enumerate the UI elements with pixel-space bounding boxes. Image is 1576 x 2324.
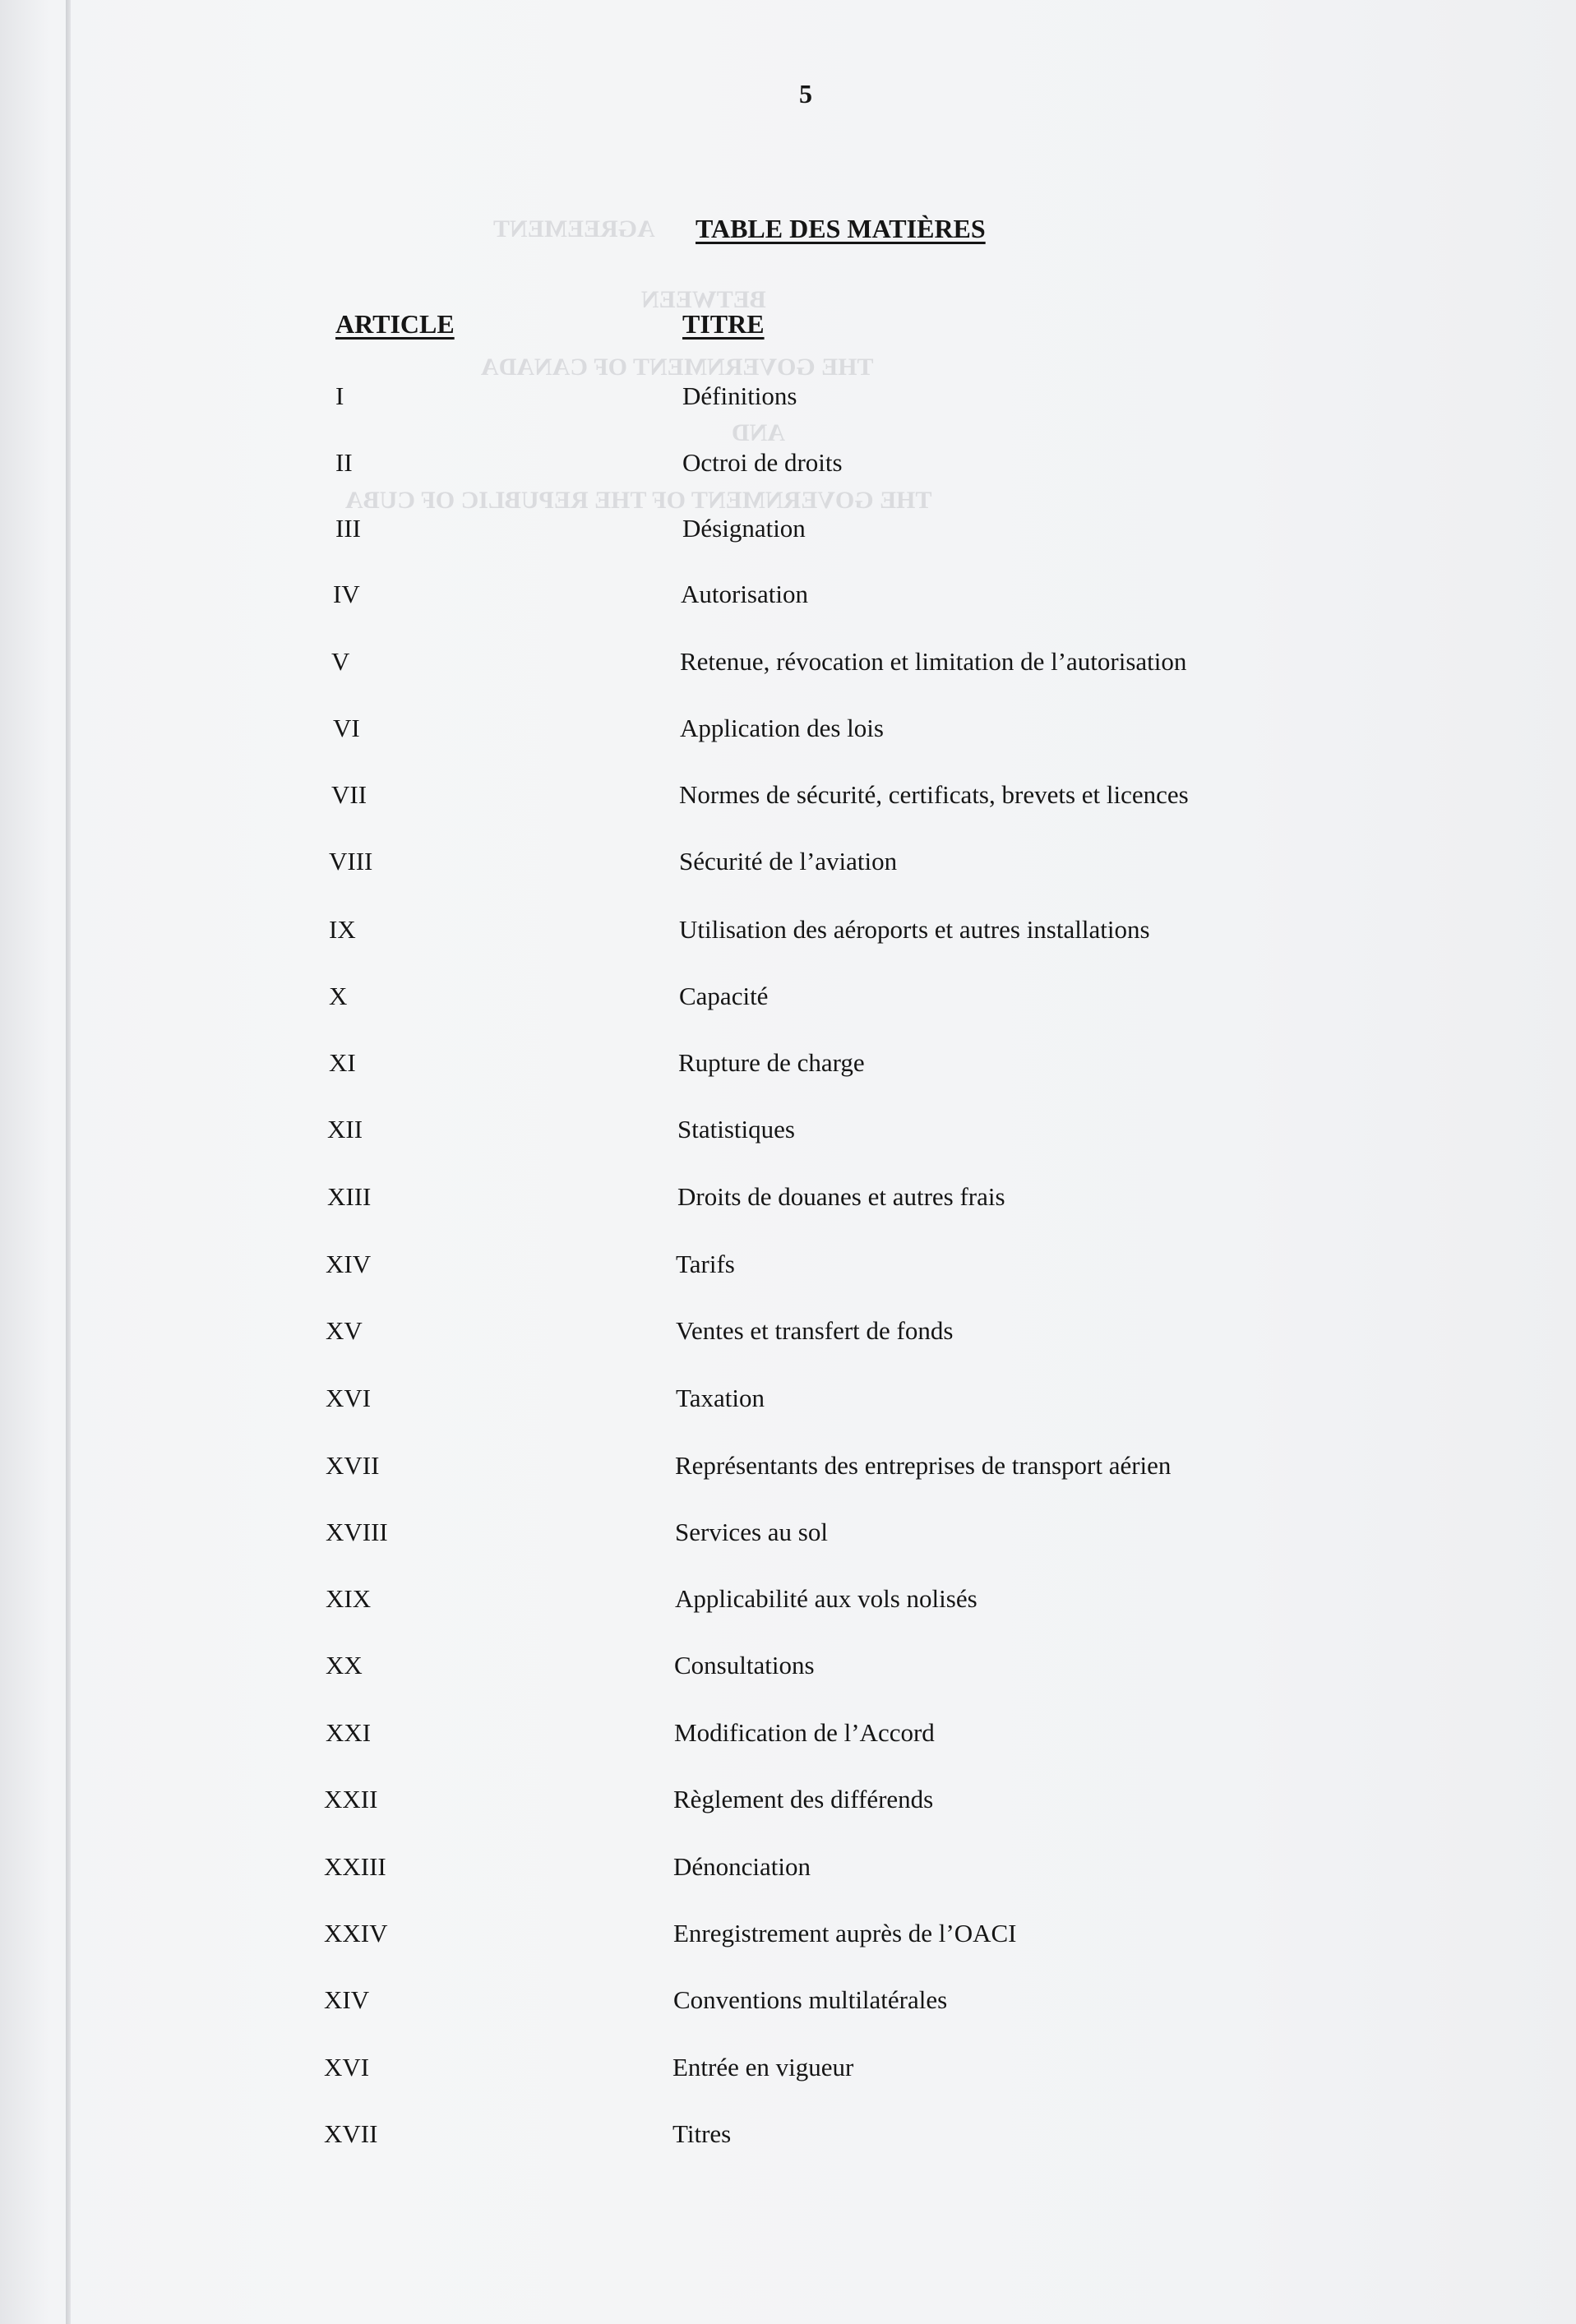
article-title: Retenue, révocation et limitation de l’autorisation (680, 647, 1187, 676)
article-title: Tarifs (676, 1250, 735, 1278)
article-title: Autorisation (681, 580, 808, 608)
article-number: VII (331, 780, 367, 809)
article-title: Capacité (679, 982, 769, 1010)
article-title: Consultations (674, 1651, 815, 1679)
article-number: XIII (327, 1182, 372, 1211)
toc-title: TABLE DES MATIÈRES (696, 214, 986, 243)
article-title: Ventes et transfert de fonds (676, 1316, 954, 1345)
show-through-text: AND (732, 419, 785, 446)
article-title: Rupture de charge (678, 1048, 865, 1077)
article-number: XIV (326, 1250, 372, 1278)
page-number: 5 (799, 79, 812, 109)
article-number: XIX (326, 1584, 372, 1613)
article-title: Dénonciation (673, 1852, 811, 1881)
show-through-text: AGREEMENT (493, 215, 655, 243)
article-title: Modification de l’Accord (674, 1718, 935, 1747)
article-number: XVII (324, 2119, 378, 2148)
article-number: I (335, 381, 344, 410)
article-title: Titres (672, 2119, 732, 2148)
article-title: Conventions multilatérales (673, 1985, 948, 2014)
column-header-titre: TITRE (682, 309, 765, 339)
article-title: Utilisation des aéroports et autres installations (679, 915, 1150, 944)
article-number: V (331, 647, 350, 676)
article-title: Applicabilité aux vols nolisés (675, 1584, 977, 1613)
article-title: Normes de sécurité, certificats, brevets et licences (679, 780, 1189, 809)
article-number: VI (333, 714, 360, 742)
article-title: Taxation (676, 1384, 765, 1412)
show-through-text: THE GOVERNMENT OF CANADA (481, 353, 874, 381)
article-number: XIV (324, 1985, 370, 2014)
article-title: Sécurité de l’aviation (679, 847, 898, 876)
article-number: XVI (326, 1384, 372, 1412)
article-title: Droits de douanes et autres frais (677, 1182, 1005, 1211)
article-number: X (329, 982, 348, 1010)
show-through-text: THE GOVERNMENT OF THE REPUBLIC OF CUBA (345, 487, 932, 514)
article-number: XV (326, 1316, 363, 1345)
article-title: Octroi de droits (682, 448, 843, 477)
article-number: XX (326, 1651, 363, 1679)
show-through-text: BETWEEN (641, 286, 766, 313)
article-number: IX (329, 915, 356, 944)
article-title: Entrée en vigueur (672, 2053, 854, 2081)
article-title: Enregistrement auprès de l’OACI (673, 1919, 1017, 1947)
article-number: III (335, 514, 361, 543)
article-number: XXIII (324, 1852, 386, 1881)
article-title: Définitions (682, 381, 797, 410)
article-title: Règlement des différends (673, 1785, 934, 1813)
article-number: XXI (326, 1718, 372, 1747)
article-title: Application des lois (680, 714, 884, 742)
article-number: XII (327, 1115, 363, 1144)
article-title: Représentants des entreprises de transport aérien (675, 1451, 1172, 1480)
article-number: IV (333, 580, 360, 608)
article-title: Services au sol (675, 1518, 828, 1546)
article-number: VIII (329, 847, 373, 876)
article-number: XVII (326, 1451, 380, 1480)
article-number: XXII (324, 1785, 378, 1813)
column-header-article: ARTICLE (335, 309, 455, 339)
binding-edge (66, 0, 71, 2324)
article-number: XVIII (326, 1518, 388, 1546)
article-title: Désignation (682, 514, 806, 543)
article-number: XI (329, 1048, 356, 1077)
article-number: II (335, 448, 353, 477)
article-title: Statistiques (677, 1115, 795, 1144)
article-number: XVI (324, 2053, 370, 2081)
article-number: XXIV (324, 1919, 388, 1947)
